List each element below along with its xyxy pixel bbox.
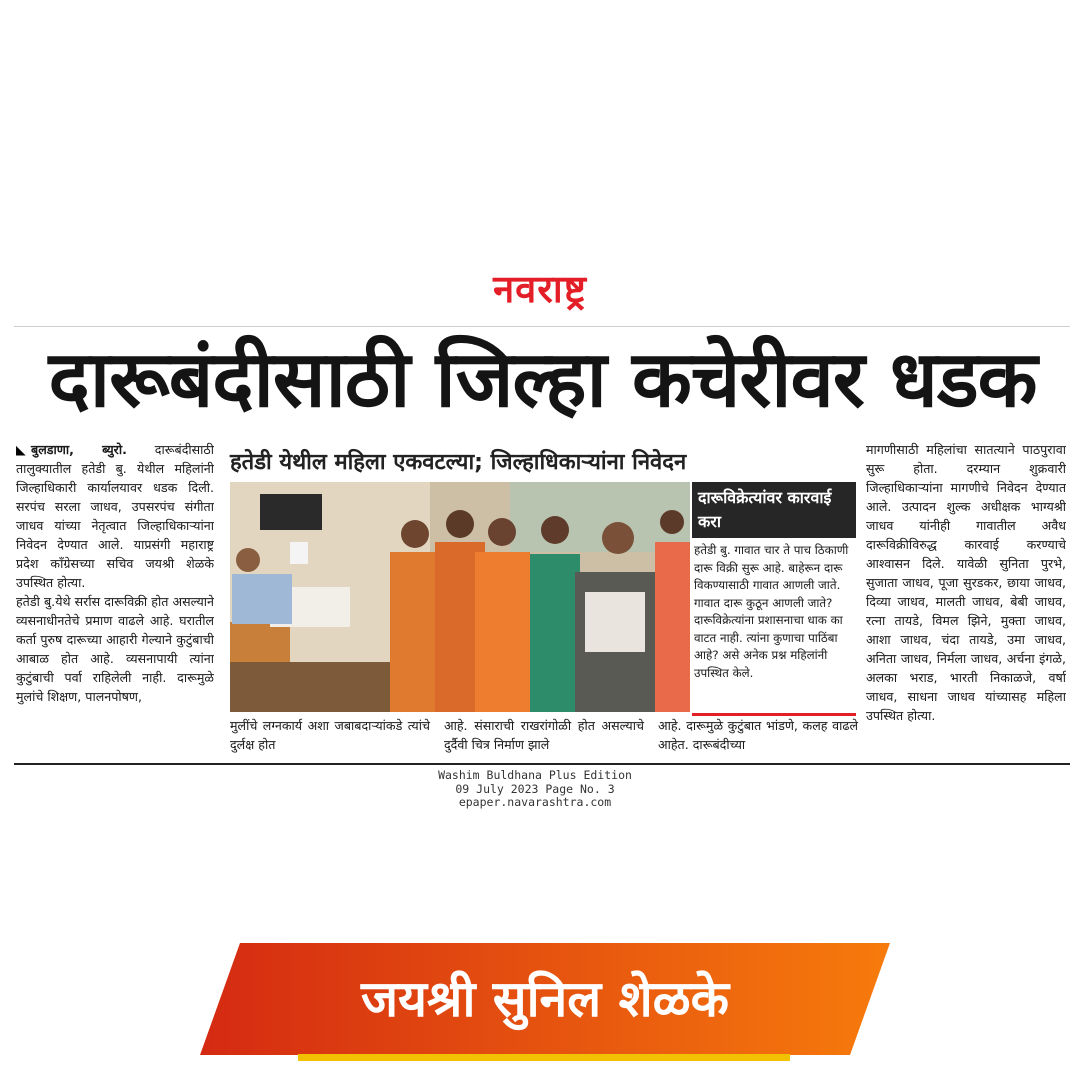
dateline-marker-icon: ◣	[16, 442, 26, 457]
bottom-col-3: आहे. दारूमुळे कुटुंबात भांडणे, कलह वाढले आहेत. दारूबंदीच्या	[658, 718, 858, 752]
sub-headline: हतेडी येथील महिला एकवटल्या; जिल्हाधिकाऱ्यांना निवेदन	[230, 450, 687, 475]
left-para-2: हतेडी बु.येथे सर्रास दारूविक्री होत असल्याने व्यसनाधीनतेचे प्रमाण वाढले आहे. घरातील कर्ता पुरुष दारूच्या आहारी गेल्याने कुटुंबाची आबाळ होत आहे. व्यसनापायी त्यांना कुटुंबाची पर्वा राहिलेली नाही. दारूमुळे मुलांचे शिक्षण, पालनपोषण,	[16, 594, 214, 704]
dateline: बुलडाणा, ब्युरो.	[31, 442, 127, 457]
news-photo	[230, 482, 690, 712]
bottom-divider	[14, 763, 1070, 765]
sidebar-box	[692, 482, 856, 712]
photo-illustration	[230, 482, 690, 712]
banner-name: जयश्री सुनिल शेळके	[360, 970, 730, 1028]
bottom-col-1: मुलींचे लग्नकार्य अशा जबाबदाऱ्यांकडे त्यांचे दुर्लक्ष होत	[230, 718, 430, 752]
name-banner	[0, 935, 1080, 1075]
edition-url: epaper.navarashtra.com	[458, 795, 612, 809]
bottom-text-strip	[230, 716, 860, 756]
article-headline: दारूबंदीसाठी जिल्हा कचेरीवर धडक	[48, 335, 1037, 425]
edition-name: Washim Buldhana Plus Edition	[438, 768, 632, 782]
top-divider	[14, 326, 1070, 327]
left-column	[16, 440, 214, 758]
left-para-1-text: दारूबंदीसाठी तालुक्यातील हतेडी बु. येथील महिलांनी जिल्हाधिकारी कार्यालयावर धडक दिली. सरपंच सरला जाधव, उपसरपंच संगीता जाधव यांच्या नेतृत्वात जिल्हाधिकाऱ्यांना निवेदन देण्यात आले. याप्रसंगी महाराष्ट्र प्रदेश काँग्रेसच्या सचिव जयश्री शेळके उपस्थित होत्या.	[16, 442, 214, 590]
banner-underline	[298, 1054, 790, 1061]
newspaper-masthead: नवराष्ट्र	[493, 267, 587, 311]
sidebar-body: हतेडी बु. गावात चार ते पाच ठिकाणी दारू विक्री सुरू आहे. बाहेरून दारू विकण्यासाठी गावात आणली जाते. गावात दारू कुठून आणली जाते? दारूविक्रेत्यांना प्रशासनाचा धाक का वाटत नाही. त्यांना कुणाचा पाठिंबा आहे? असे अनेक प्रश्न महिलांनी उपस्थित केले.	[694, 543, 849, 680]
sidebar-title: दारूविक्रेत्यांवर कारवाई करा	[692, 482, 856, 538]
bottom-col-2: आहे. संसाराची राखरांगोळी होत असल्याचे दुर्दैवी चित्र निर्माण झाले	[444, 718, 644, 752]
left-para-1	[16, 440, 214, 592]
right-column: मागणीसाठी महिलांचा सातत्याने पाठपुरावा सुरू होता. दरम्यान शुक्रवारी जिल्हाधिकाऱ्यांना मागणीचे निवेदन देण्यात आले. उत्पादन शुल्क अधीक्षक भाग्यश्री जाधव यांनीही गावातील अवैध दारूविक्रीविरुद्ध कारवाई करण्याचे आश्वासन दिले. यावेळी सुनिता पुरभे, सुजाता जाधव, पूजा सुरडकर, छाया जाधव, दिव्या जाधव, मालती जाधव, बेबी जाधव, रत्ना तायडे, विमल झिने, मुक्ता जाधव, आशा जाधव, चंदा तायडे, उमा जाधव, अनिता जाधव, निर्मला जाधव, अर्चना इंगळे, अलका भराड, भारती निकाळजे, वर्षा जाधव, साधना जाधव यांच्यासह महिला उपस्थित होत्या.	[866, 442, 1066, 723]
edition-info	[0, 769, 1070, 810]
edition-date-page: 09 July 2023 Page No. 3	[455, 781, 615, 796]
